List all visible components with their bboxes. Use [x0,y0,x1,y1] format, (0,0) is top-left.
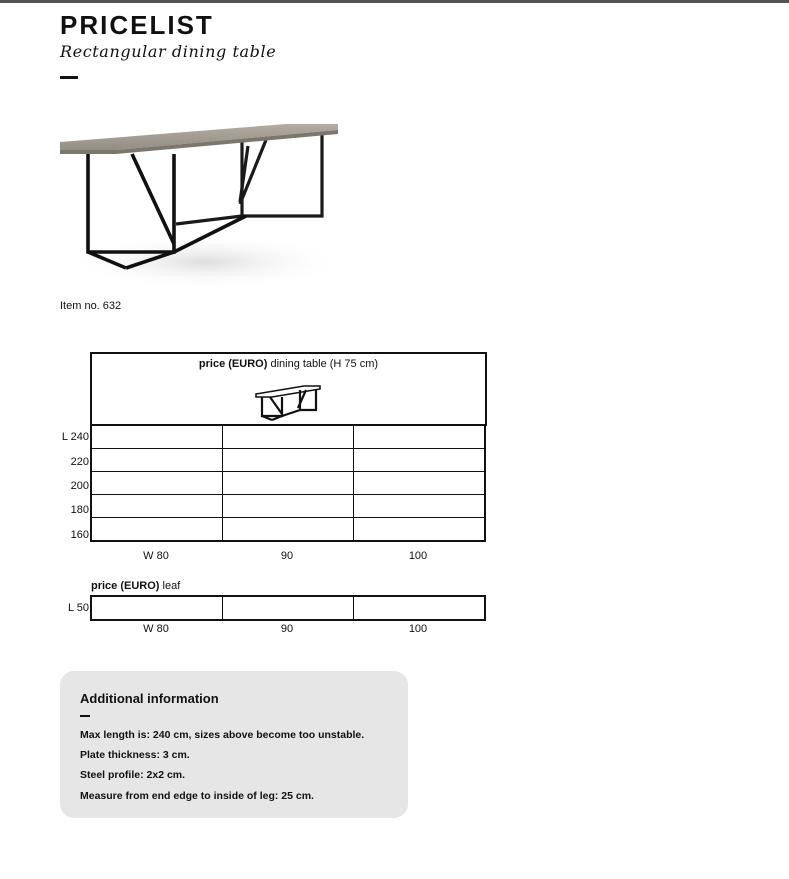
dining-table-image [56,112,346,292]
table-outline-icon [252,382,324,424]
price-cell [354,425,486,449]
info-line-max-length: Max length is: 240 cm, sizes above become too unstable. [80,729,365,741]
price-cell [223,495,354,518]
table-row [91,449,485,472]
row-label-l240: L 240 [61,431,89,443]
page-title: PRICELIST [60,10,214,40]
caption-bold: price (EURO) [198,358,268,370]
item-number: Item no. 632 [60,300,122,312]
price-cell [91,518,223,542]
additional-info-title: Additional information [80,691,219,706]
price-cell [354,495,486,518]
col-label-w80: W 80 [143,550,169,562]
title-dash [60,76,78,79]
leaf-caption-rest: leaf [159,580,181,592]
table-row [91,472,485,495]
page-subtitle: Rectangular dining table [60,42,277,61]
price-cell [354,449,486,472]
leaf-col-label-w80: W 80 [143,623,169,635]
price-cell [223,449,354,472]
price-cell [91,449,223,472]
dining-table-price-header [90,352,487,426]
table-row [91,596,485,620]
table-row [91,518,485,542]
info-line-leg-measure: Measure from end edge to inside of leg: 25 cm. [80,790,314,802]
price-cell [223,425,354,449]
row-label-l50: L 50 [67,602,89,614]
row-label-220: 220 [70,456,89,468]
price-cell [354,518,486,542]
col-label-100: 100 [408,550,428,562]
price-cell [354,472,486,495]
additional-info-box [60,671,408,818]
dining-table-caption [92,358,485,370]
leaf-caption-bold: price (EURO) [91,580,160,592]
caption-rest: dining table (H 75 cm) [267,358,379,370]
leaf-price-grid [90,595,486,621]
price-cell [354,596,486,620]
row-label-180: 180 [70,504,89,516]
row-label-160: 160 [70,529,89,541]
leaf-col-label-100: 100 [408,623,428,635]
top-rule [0,0,789,3]
col-label-90: 90 [280,550,294,562]
leaf-col-label-90: 90 [280,623,294,635]
price-cell [91,596,223,620]
price-cell [223,518,354,542]
table-row [91,425,485,449]
table-row [91,495,485,518]
info-line-plate-thickness: Plate thickness: 3 cm. [80,749,190,761]
price-cell [91,472,223,495]
dining-table-price-grid [90,424,486,542]
price-cell [91,425,223,449]
price-cell [223,596,354,620]
info-dash [80,715,90,717]
price-cell [91,495,223,518]
leaf-caption [91,580,180,592]
info-line-steel-profile: Steel profile: 2x2 cm. [80,769,186,781]
price-cell [223,472,354,495]
row-label-200: 200 [70,480,89,492]
